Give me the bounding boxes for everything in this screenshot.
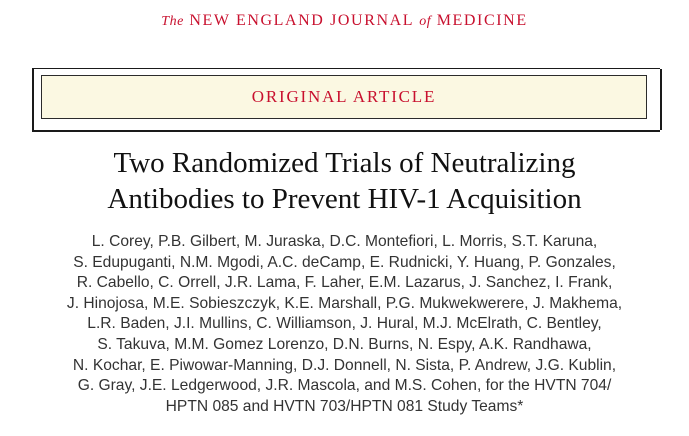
article-title xyxy=(0,145,689,217)
author-list xyxy=(0,232,689,417)
journal-masthead xyxy=(0,11,689,32)
author-line: L. Corey, P.B. Gilbert, M. Juraska, D.C. Montefiori, L. Morris, S.T. Karuna, xyxy=(91,233,598,250)
banner-bottom-rule xyxy=(32,130,660,132)
author-line: N. Kochar, E. Piwowar-Manning, D.J. Donnell, N. Sista, P. Andrew, J.G. Kublin, xyxy=(72,356,617,374)
author-line: HPTN 085 and HVTN 703/HPTN 081 Study Teams* xyxy=(165,397,524,415)
author-line: J. Hinojosa, M.E. Sobieszczyk, K.E. Marshall, P.G. Mukwekwerere, J. Makhema, xyxy=(66,294,623,312)
author-line: G. Gray, J.E. Ledgerwood, J.R. Mascola, and M.S. Cohen, for the HVTN 704/ xyxy=(77,377,612,395)
author-line: R. Cabello, C. Orrell, J.R. Lama, F. Laher, E.M. Lazarus, J. Sanchez, I. Frank, xyxy=(76,274,613,292)
article-type-banner xyxy=(41,75,647,119)
masthead-name-part1: NEW ENGLAND JOURNAL xyxy=(189,12,414,29)
author-line: S. Edupuganti, N.M. Mgodi, A.C. deCamp, E. Rudnicki, Y. Huang, P. Gonzales, xyxy=(73,253,616,271)
masthead-connector: of xyxy=(419,14,432,29)
article-type-label: ORIGINAL ARTICLE xyxy=(251,87,437,106)
title-line-1: Two Randomized Trials of Neutralizing xyxy=(113,147,576,179)
author-line: L.R. Baden, J.I. Mullins, C. Williamson, J. Hural, M.J. McElrath, C. Bentley, xyxy=(87,315,602,333)
masthead-name-part2: MEDICINE xyxy=(436,12,528,29)
masthead-prefix: The xyxy=(161,14,184,29)
title-line-2: Antibodies to Prevent HIV-1 Acquisition xyxy=(107,183,582,215)
author-line: S. Takuva, M.M. Gomez Lorenzo, D.N. Burns, N. Espy, A.K. Randhawa, xyxy=(97,335,592,353)
